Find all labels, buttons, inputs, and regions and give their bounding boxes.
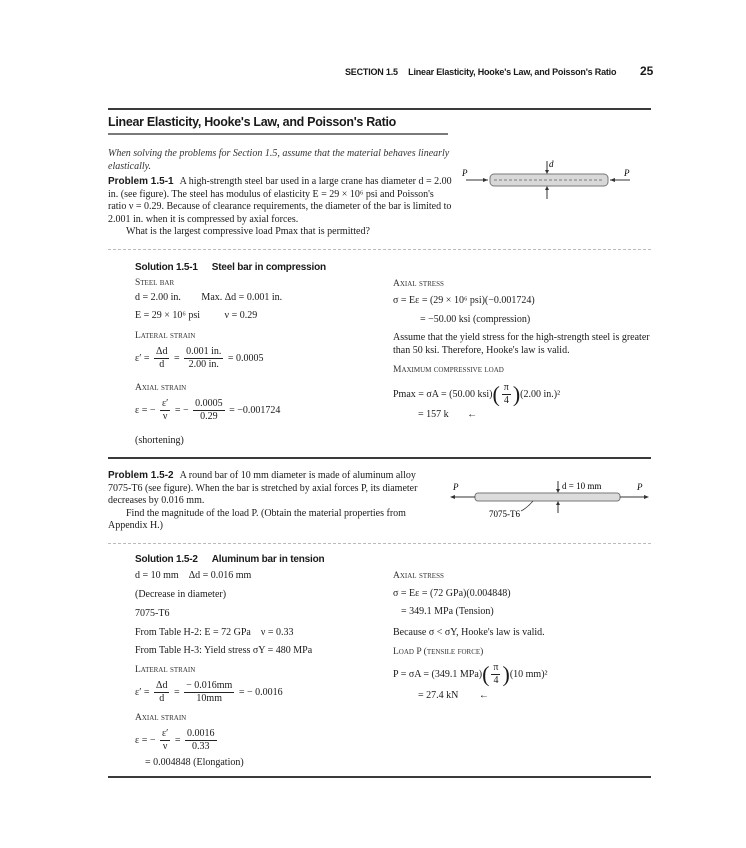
fig1-label-d: d bbox=[549, 159, 554, 169]
sol1-modulus: E = 29 × 10⁶ psi bbox=[135, 310, 201, 321]
problem-2-label: Problem 1.5-2 bbox=[108, 470, 174, 481]
numerator: ε′ bbox=[161, 398, 169, 409]
paren-close: ) bbox=[512, 381, 521, 407]
sol2-hookes-valid: Because σ < σY, Hooke's law is valid. bbox=[393, 627, 545, 638]
fraction bbox=[160, 728, 170, 753]
sol2-lateral-strain-eq: ε′ = $\frac{\Delta d}{d}$ = $\frac{- 0.016mm}{10mm}$ = − 0.0016 bbox=[135, 680, 283, 704]
sol2-line-3: 7075-T6 bbox=[135, 608, 170, 619]
max-load-heading: Maximum compressive load bbox=[393, 365, 504, 375]
arrow-head-left bbox=[483, 178, 488, 182]
arrow-head-left bbox=[450, 495, 455, 499]
fraction bbox=[184, 680, 234, 705]
sol1-load-eq-1 bbox=[393, 382, 560, 407]
dim-head-top bbox=[545, 170, 549, 174]
dim-head-top bbox=[556, 489, 560, 493]
fraction bbox=[502, 382, 511, 407]
numerator: π bbox=[493, 662, 499, 673]
problem-1 bbox=[108, 176, 453, 239]
dashed-separator-2 bbox=[108, 543, 651, 544]
answer: = 157 k bbox=[418, 409, 449, 420]
thick-separator-2 bbox=[108, 776, 651, 778]
steel-bar-heading: Steel bar bbox=[135, 278, 175, 288]
section-title: Linear Elasticity, Hooke's Law, and Poisson's Ratio bbox=[108, 115, 396, 129]
sol1-diameter: d = 2.00 in. bbox=[135, 292, 181, 303]
intro-text: When solving the problems for Section 1.5, assume that the material behaves linearly elastically. bbox=[108, 148, 450, 172]
axial-stress-heading-2: Axial stress bbox=[393, 571, 444, 581]
answer-arrow-icon: ← bbox=[478, 690, 489, 701]
header-section-title: Linear Elasticity, Hooke's Law, and Poisson's Ratio bbox=[408, 67, 617, 77]
denominator: 0.33 bbox=[192, 741, 210, 752]
problem-1-label: Problem 1.5-1 bbox=[108, 176, 174, 187]
sol1-line-2 bbox=[135, 310, 257, 321]
denominator: 4 bbox=[503, 395, 509, 406]
thick-separator-1 bbox=[108, 457, 651, 459]
top-rule bbox=[108, 108, 651, 110]
fraction bbox=[154, 346, 169, 371]
numerator: − 0.016mm bbox=[186, 680, 233, 691]
fig2-label-d: d = 10 mm bbox=[562, 481, 602, 491]
sol1-lateral-strain-eq: ε′ = $\frac{\Delta d}{d}$ = $\frac{0.001 in.}{2.00 in.}$ = 0.0005 bbox=[135, 346, 264, 370]
numerator: 0.0016 bbox=[187, 728, 215, 739]
fraction bbox=[491, 662, 500, 687]
solution-1-heading bbox=[135, 262, 326, 273]
eq-result: = 0.0005 bbox=[227, 352, 264, 364]
page-number: 25 bbox=[640, 64, 654, 78]
fig2-label-p-right: P bbox=[637, 482, 643, 492]
eq-lhs: P = σA = (349.1 MPa) bbox=[393, 668, 483, 680]
sol1-max-delta-d: Max. Δd = 0.001 in. bbox=[201, 292, 283, 303]
solution-2-label: Solution 1.5-2 bbox=[135, 554, 198, 565]
fraction bbox=[193, 398, 225, 423]
load-p-heading: Load P (tensile force) bbox=[393, 647, 484, 657]
numerator: π bbox=[503, 382, 509, 393]
fraction bbox=[160, 398, 170, 423]
eq-lhs: ε′ = bbox=[135, 686, 150, 698]
sol2-axial-strain-result: = 0.004848 (Elongation) bbox=[145, 757, 244, 768]
solution-2-title: Aluminum bar in tension bbox=[211, 554, 325, 565]
eq-lhs: ε = − bbox=[135, 404, 156, 416]
paren-open: ( bbox=[492, 381, 500, 407]
fig1-label-p-right: P bbox=[624, 168, 630, 178]
sol2-axial-strain-eq: ε = − $\frac{\varepsilon'}{\nu}$ = $\frac{0.0016}{0.33}$ bbox=[135, 728, 215, 752]
sol2-load-eq-1 bbox=[393, 662, 548, 687]
denominator: d bbox=[159, 359, 165, 370]
sol1-assumption: Assume that the yield stress for the high-strength steel is greater than 50 ksi. Therefore, Hooke's law is valid. bbox=[393, 332, 650, 356]
eq-result: = − 0.0016 bbox=[238, 686, 283, 698]
aluminum-bar-shape bbox=[475, 493, 620, 501]
lateral-strain-heading: Lateral strain bbox=[135, 331, 196, 341]
fig2-label-material: 7075-T6 bbox=[489, 509, 520, 519]
running-header bbox=[345, 67, 616, 77]
numerator: 0.001 in. bbox=[186, 346, 222, 357]
answer-arrow-icon: ← bbox=[467, 409, 478, 420]
axial-strain-heading-2: Axial strain bbox=[135, 713, 187, 723]
sol1-stress-eq-2: = −50.00 ksi (compression) bbox=[420, 314, 531, 325]
dashed-separator-1 bbox=[108, 249, 651, 250]
paren-close: ) bbox=[502, 661, 510, 687]
eq-lhs: ε = − bbox=[135, 734, 156, 746]
sol2-stress-eq-1: σ = Eε = (72 GPa)(0.004848) bbox=[393, 588, 511, 599]
shortening-note: (shortening) bbox=[135, 435, 184, 446]
axial-stress-heading: Axial stress bbox=[393, 279, 444, 289]
problem-2 bbox=[108, 470, 438, 533]
paren-open: ( bbox=[482, 661, 490, 687]
fraction bbox=[185, 728, 217, 753]
eq-result: = −0.001724 bbox=[229, 404, 281, 416]
dim-head-bottom bbox=[545, 186, 549, 190]
figure-aluminum-bar bbox=[445, 478, 655, 523]
eq-lhs: Pmax = σA = (50.00 ksi) bbox=[393, 388, 493, 400]
denominator: ν bbox=[162, 411, 168, 422]
fig2-label-p-left: P bbox=[453, 482, 459, 492]
solution-1-title: Steel bar in compression bbox=[211, 262, 326, 273]
material-leader bbox=[521, 501, 533, 511]
numerator: Δd bbox=[156, 346, 168, 357]
figure-steel-bar bbox=[458, 155, 638, 205]
fig1-label-p-left: P bbox=[462, 168, 468, 178]
arrow-head-right bbox=[644, 495, 649, 499]
problem-2-text: A round bar of 10 mm diameter is made of aluminum alloy 7075-T6 (see figure). When the bar is stretched by axial forces P, its diameter decreases by 0.016 mm. bbox=[108, 470, 418, 506]
sol2-line-4: From Table H-2: E = 72 GPa ν = 0.33 bbox=[135, 627, 294, 638]
title-rule bbox=[108, 133, 448, 135]
denominator: d bbox=[159, 693, 165, 704]
problem-1-question: What is the largest compressive load Pmax that is permitted? bbox=[126, 226, 370, 237]
sol2-stress-eq-2: = 349.1 MPa (Tension) bbox=[401, 606, 494, 617]
lateral-strain-heading-2: Lateral strain bbox=[135, 665, 196, 675]
solution-2-heading bbox=[135, 554, 324, 565]
sol1-line-1 bbox=[135, 292, 282, 303]
sol2-line-2: (Decrease in diameter) bbox=[135, 589, 227, 600]
arrow-head-right bbox=[610, 178, 615, 182]
numerator: Δd bbox=[156, 680, 168, 691]
problem-1-text: A high-strength steel bar used in a large crane has diameter d = 2.00 in. (see figure). The steel has modulus of elasticity E = 29 × 10⁶ psi and Poisson's ratio ν = 0.29. Because of clearance requirements, the diameter of the bar is limited to 2.001 in. when it is compressed by axial forces. bbox=[108, 176, 452, 225]
fraction bbox=[154, 680, 169, 705]
header-section: SECTION 1.5 bbox=[345, 67, 398, 77]
eq-lhs: ε′ = bbox=[135, 352, 150, 364]
denominator: 10mm bbox=[196, 693, 222, 704]
fraction bbox=[184, 346, 223, 371]
problem-2-question: Find the magnitude of the load P. (Obtain the material properties from Appendix H.) bbox=[108, 507, 406, 531]
numerator: 0.0005 bbox=[195, 398, 223, 409]
denominator: ν bbox=[162, 741, 168, 752]
dim-head-bottom bbox=[556, 501, 560, 505]
denominator: 2.00 in. bbox=[188, 359, 219, 370]
answer: = 27.4 kN bbox=[418, 690, 459, 701]
denominator: 0.29 bbox=[200, 411, 218, 422]
solution-1-label: Solution 1.5-1 bbox=[135, 262, 198, 273]
numerator: ε′ bbox=[161, 728, 169, 739]
eq-rhs: (10 mm)² bbox=[509, 668, 548, 680]
sol1-load-eq-2 bbox=[418, 409, 477, 420]
eq-rhs: (2.00 in.)² bbox=[520, 388, 561, 400]
sol1-poisson: ν = 0.29 bbox=[224, 310, 258, 321]
axial-strain-heading: Axial strain bbox=[135, 383, 187, 393]
sol2-line-5: From Table H-3: Yield stress σY = 480 MPa bbox=[135, 645, 313, 656]
sol1-stress-eq-1: σ = Eε = (29 × 10⁶ psi)(−0.001724) bbox=[393, 295, 535, 306]
sol2-load-eq-2 bbox=[418, 690, 489, 701]
sol2-line-1: d = 10 mm Δd = 0.016 mm bbox=[135, 570, 252, 581]
sol1-axial-strain-eq: ε = − $\frac{\varepsilon'}{\nu}$ = − $\frac{0.0005}{0.29}$ = −0.001724 bbox=[135, 398, 281, 422]
denominator: 4 bbox=[493, 675, 499, 686]
